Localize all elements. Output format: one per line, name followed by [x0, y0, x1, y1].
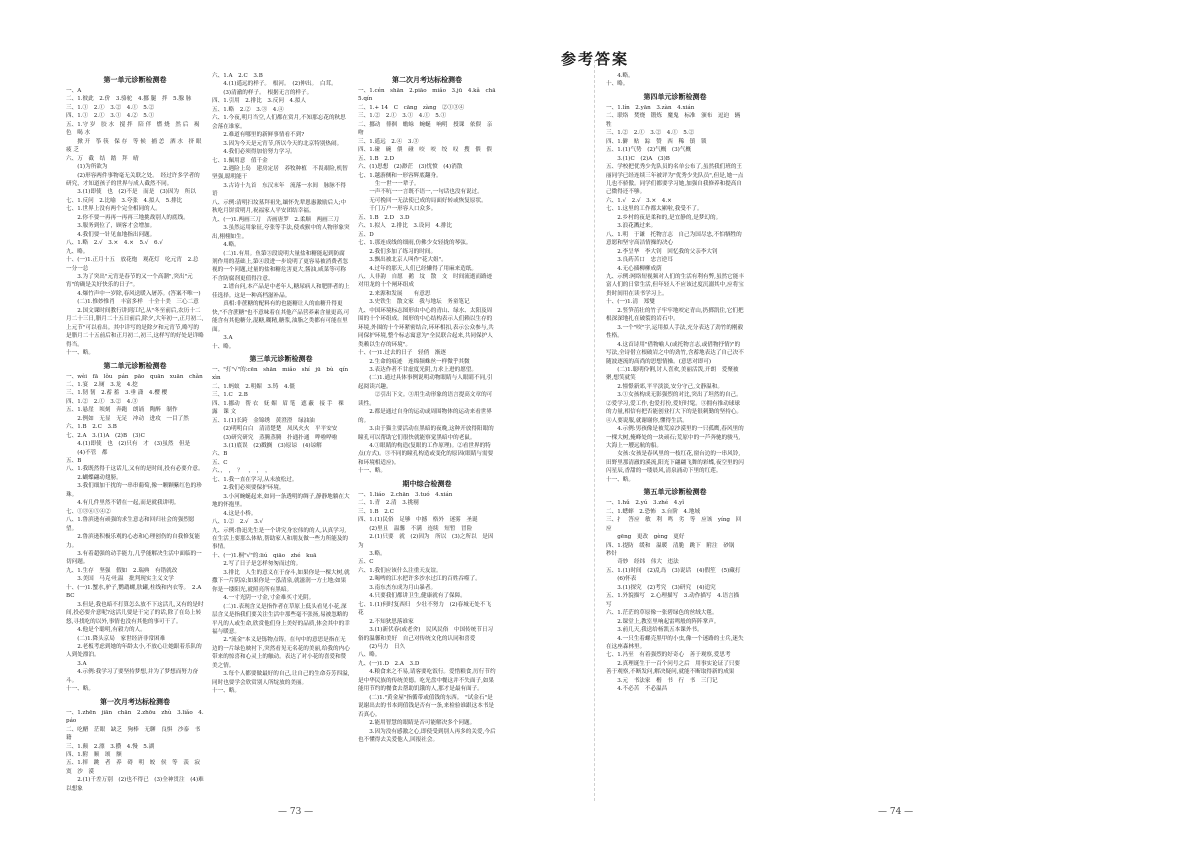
answer-line: 十一、略。: [358, 468, 386, 475]
answer-line: 4.我们要一针见血地指出问题。: [66, 231, 156, 238]
answer-line: 一、1.liáo 2.chān 3.tuó 4.xián: [358, 491, 453, 498]
answer-line: 3.A: [66, 660, 87, 667]
answer-line: 五、C: [212, 459, 228, 466]
answer-line: 一声不吭一一言既不语一,一句话也没有说过。: [358, 189, 483, 196]
answer-line: 2."流金"本义是铄物点铸。在句中的意思是指在无边的一片绿色映衬下,突然看见无名花的美丽,给我的内心带来的惊喜和心灵上的触动。表达了对小花的喜爱和赞美之情。: [212, 637, 350, 669]
answer-line: 3.排比 人生的意义在于奋斗,如果你是一棵大树,就撒下一片阴凉;如果你是一泓清泉,就滋润一方土地;如果你是一缕阳光,就照亮所有黑暗。: [212, 569, 350, 593]
answer-line: 4.示例:我学习了要坚持梦想,并为了梦想而努力奋斗。: [66, 669, 199, 684]
answer-line: 4.只要我们都讲卫生,健康就有了保障。: [358, 593, 466, 600]
answer-line: 4.过年的那天,人们已经懒得了用麻来造纸。: [358, 265, 477, 272]
answer-line: 2.来源和发展 有意思: [358, 290, 431, 297]
answer-line: 3.前几天,我送给杨凯五本课外书。: [606, 627, 703, 634]
answer-line: 2.遇险上岛 建房定居 养牧种植 不畏艰险,机智坚强,聪明能干: [212, 165, 348, 181]
answer-line: 真相:非蔗糖的配料有的也能糖让人的血糖升得更快,"不含蔗糖"也不意味着在其他产品营养素含量更高,可能含有其他糖分,混糖,糊精,糖浆,油脂之类都有可能在里面。: [212, 301, 350, 333]
answer-line: (二)1."黄金屋"指循带或值钱的东西。 "试金石"是说谢出去的书本到值钱是否有一条,来检验谁跟这本书是否真心。: [358, 694, 495, 718]
answer-line: 3.南东杰东成为月山暴者。: [358, 584, 437, 591]
answer-line: 九、1.生存 坚强 假如 2.瑞典 有错就改: [66, 567, 178, 574]
answer-line: 4.①眼睛的构造(复眼的工作原理)。②看世界的特点(方式)。③不同的瞳孔构造或变化的原因(眼睛与需要和环境相适应)。: [358, 443, 494, 466]
answer-line: 六、1.√ 2.√ 3.× 4.×: [606, 197, 672, 204]
answer-line: 2.国文课时间教行讲到江纪,从"冬至前后,农历十二月二十三日,腊月二十五日前后,除夕,大年初一,正月初二,上元节"可以看出。其中详写的是除夕和元宵节,略写的是腊月二十五前后和正月初二,初三,这样写的好处是详略得当。: [66, 307, 204, 348]
answer-line: 八、1.② 2.√ 3.√: [212, 519, 264, 526]
answer-line: 2.(1)只要 就 (2)因为 所以 (3)之所以 是因为: [358, 534, 494, 549]
answer-line: 二、1.蟋蟀 2.恐怖 3.台阶 4.地域: [606, 508, 701, 515]
answer-line: 五、1.(1)时间 (2)乱岛 (3)说话 (4)假笙 (5)藏打: [606, 567, 741, 574]
answer-line: (二)1.降头京局 家世经济非常困难: [66, 635, 166, 642]
answer-line: (6)怀表: [606, 576, 637, 583]
answer-line: 四、1.引用 2.排比 3.反问 4.拟人: [212, 98, 307, 105]
answer-line: 2.我们多加了练习的时间。: [358, 248, 437, 255]
answer-line: 3.(1)底误 (2)戳搁 (3)原谅 (4)谅解: [212, 443, 322, 450]
answer-line: (3)清澈的样子。 根据无言的样子。: [212, 89, 313, 96]
answer-line: 六、1.今夜,明月当空,人们都在赏月,不知那忘花的秋思会落在谁家。: [212, 115, 346, 130]
answer-line: 三、1.韧 韧 2.蓄 蓄 3.垂 潇 4.樱 樱: [66, 390, 168, 397]
answer-line: 五、1.B 2.D: [358, 155, 395, 162]
answer-line: 3.因为没有感激之心,即使受到别人再多的关爱,今后也不懂得去关爱他人,回报社会。: [358, 728, 496, 743]
answer-line: 3.服务到位了，顾客才会增加。: [66, 223, 156, 230]
answer-line: 七、1.那连成线的细雨,仿佛少女轻拢的琴弦。: [358, 240, 472, 247]
answer-line: 十、(一)1.正月十五 放花炮 观花灯 吃元宵 2.总一分一总: [66, 257, 199, 272]
answer-line: 二、联络 焚烧 锻炼 魔鬼 标准 颁布 逗迫 辆牲: [606, 113, 741, 128]
answer-line: 2.生命的痕迹 连绵频蛛丝一样微乎其微: [358, 358, 470, 365]
answer-line: 4.爆竹声中一岁除,春风送暖入屠苏。(答案不唯一): [66, 290, 201, 297]
answer-line: 五、1.(1)长跨 金锦绣 黄澄澄 绿油油: [212, 417, 315, 424]
answer-line: (4)不管 都: [66, 449, 108, 456]
answer-line: 2.(1)千差万别 (2)也不得已 (3)全神贯注 (4)难以想象: [66, 777, 204, 792]
answer-line: 千门万户一形容人口众多。: [358, 206, 437, 213]
answer-line: 2.例如 无显 无足 冲动 进攻 一目了然: [66, 415, 189, 422]
answer-line: (二)1.表现含义是指作者在草原上低头看见小花,深层含义是指我们要关注生活中那些毫不张扬,易被忽略的平凡的人或生命,欣赏他们身上美好的品质,体会其中的幸福与暖意。: [212, 603, 350, 635]
answer-line: 三、1.B 2.C: [358, 508, 394, 515]
answer-line: 四、1.② 2.① 3.② 4.③: [66, 398, 138, 405]
answer-line: 4.有几件里然不错在一起,而是就我讲明。: [66, 500, 180, 507]
answer-line: 3.虽然运用象征,夸张等手法,使戏猴中的人物形象突出,栩栩如生。: [212, 225, 350, 240]
answer-line: 十一、略。: [66, 350, 94, 357]
answer-line: 六、1.茫茫的草原像一张碧绿色的丝绒大毯。: [606, 610, 718, 617]
answer-line: 五、1.守 岁 胶 水 搅 拌 陪 伴 燃 烧 然 后 褐 色 喝 水: [66, 121, 200, 137]
answer-line: 奇妙 经纬 伟大 违法: [606, 559, 679, 566]
answer-line: 三、1.① 2.① 3.② 4.① 5.②: [66, 104, 155, 111]
answer-line: 4.一寸光阴一寸金,寸金难买寸光阴。: [212, 595, 315, 602]
answer-line: 4.无心插柳柳成荫: [606, 265, 662, 272]
answer-line: 七、1.这里的工作都太累啦,我受不了。: [606, 206, 703, 213]
answer-line: 七、1.冯至 有着强烈的好奇心 善于观察,爱思考: [606, 652, 731, 659]
answer-line: 2.难道有哪里的新鲜事情看不到?: [212, 132, 305, 139]
answer-line: 九、示例:鲁迅先生是一个讲究身宏伟的的人,认真学习,在生活上要那么体贴,帮助家人和朋友做一些力所能及的事情。: [212, 527, 349, 551]
page-divider: [594, 60, 595, 801]
answer-line: 五、D: [358, 231, 374, 238]
answer-line: 2.我们必须要保护环境。: [212, 485, 285, 492]
answer-line: 四、1.碰 碗 偎 碰 咬 咬 绞 叹 搜 偎 偎: [358, 147, 492, 154]
answer-line: 五、1.B 2.D 3.D: [358, 214, 410, 221]
answer-column-5: [752, 72, 890, 802]
answer-line: 4.示例:男孩像是被荒凉沙漠里的一只孤鹰,春风里的一棵大树,掩峰处的一块顽石;荒原中的一芦奔驰的骏马,大海上一艘远航的船。: [606, 426, 744, 450]
answer-line: 五、1.略 2.② 3.③ 4.④: [212, 106, 284, 113]
answer-line: 六、(1)思想 (2)渺茫 (3)忧愤 (4)消散: [358, 164, 463, 171]
answer-line: 3.一个"咬"字,运用拟人手法,充分表达了劲竹的刚毅性格。: [606, 324, 744, 340]
answer-line: 3.A: [212, 335, 233, 342]
section-heading: 第一单元诊断检测卷: [103, 76, 167, 84]
answer-line: 四、1.(1)民俗 足够 中撼 格外 迷雾 圣诞: [358, 517, 478, 524]
answer-line: 2.鲁滨逊积极乐观的心态和心理创伤的自我修复能力。: [66, 534, 200, 549]
answer-line: 七、1.佩用意 值千金: [212, 157, 268, 164]
answer-line: 九、(一)1.D 2.A 3.D: [358, 660, 420, 667]
answer-line: 四、1.挪动 帮 衣 妩 媚 眉 笔 遮 蔽 接 手 裸 露 课 文: [212, 400, 344, 416]
answer-column-2: [212, 72, 354, 802]
answer-line: 2.喝啤的江水把许多沙水过江的百姓吞噬了。: [358, 576, 481, 583]
answer-line: 二、挪动 徘徊 蟾蜍 蜿蜒 响明 授课 依偎 亲吻: [358, 121, 493, 137]
answer-line: 4.略。: [606, 73, 634, 79]
answer-line: 3.美国 马克·吐温 批判现实主义文学: [66, 576, 174, 583]
answer-line: 六、1.B 2.C 3.B: [66, 424, 117, 431]
answer-line: 2.乡村的夜是柔和的,是宜静的,是梦幻的。: [606, 214, 722, 221]
answer-line: 2.写了日子是怎样匆匆而过的。: [212, 561, 302, 568]
answer-line: 二、1.+ 14 C cāng zàng ②①③④: [358, 104, 465, 111]
answer-line: 2.你不要一再再一再再三地挑战别人的底线。: [66, 214, 189, 221]
answer-line: 九、(一)1.两画三刀 否画唐罗 2.柔顺 两画三刀: [212, 216, 339, 223]
answer-line: 三、1.C 2.B: [212, 392, 248, 399]
answer-line: 4.(1)遥远的样子。 根河。 (2)伸出。 白茸。: [212, 81, 337, 88]
answer-line: 六、1.我们应该什么注重天友谊。: [358, 567, 442, 574]
answer-line: 3.表达作者不甘虚度光阴,力求上进的愿望。: [358, 366, 477, 373]
answer-line: 六、1.拟人 2.排比 3.设问 4.排比: [358, 223, 453, 230]
answer-line: 2.老板考虑到她的年龄太小,不放心让她跟着乐队的人到处漂泊。: [66, 644, 202, 659]
answer-line: 九、示例:网络短视频对人们的生活有利有弊,虽然它能丰富人们的日常生活,但年轻人不应该过度沉溺其中,应将宝贵时间用在读书学习上。: [606, 273, 744, 297]
answer-line: 十、(一)1.清 郑燮: [606, 299, 655, 306]
answer-line: 二、1.蚂蚁 2.明媚 3.铸 4.僵: [212, 383, 295, 390]
answer-line: 3.由于猫主要活动在黑暗的夜晚,这种开放得阳眼的瞳孔可以帮助它们很快就能察觉黑暗中的老鼠。: [358, 426, 494, 441]
answer-line: 九、中国环境标志图形由中心的青山、绿水、太阳及周围的十个环组成。图形的中心结构表示人们赖以生存的环境,外围的十个环紧密结合,环环相扣,表示公众参与,共同保护环境,整个标志寓意为"全民联合起来,共同保护人类赖以生存的环境"。: [358, 307, 494, 348]
answer-line: 十、略。: [212, 343, 235, 350]
answer-line: 七、2.A 3.(1)A (2)B (3)C: [66, 432, 145, 439]
answer-line: 3.浪花溅过来。: [606, 223, 657, 230]
answer-line: 2.李呈华 李大钊 回忆我的父亲李大钊: [606, 248, 718, 255]
answer-line: 三、扌 答应 敏 利 鸣 劣 等 应该 yíng 回应: [606, 517, 742, 532]
answer-line: 3.略。: [358, 551, 386, 558]
section-heading: 第五单元诊断检测卷: [643, 488, 707, 497]
answer-line: 3.飘出被北京人叫作"花大姐"。: [358, 257, 447, 264]
answer-line: (二)1.惟妙惟肖 丰富多样 十全十美 三心二意: [66, 299, 199, 306]
answer-line: 八、1.明 于谦 托物言志 自己为国尽忠,不怕牺牲的意愿和坚守高洁情操的决心: [606, 231, 742, 247]
answer-line: 二、1.彼此 2.价 3.骆驼 4.挪 腿 拌 5.腺 脉: [66, 96, 192, 103]
answer-line: (2)马力 日久: [358, 644, 406, 650]
answer-line: 4.略。: [212, 242, 240, 249]
answer-column-3: [358, 72, 502, 802]
answer-line: 八、略。: [358, 652, 381, 659]
answer-line: 2.竖笋茁壮的竹子牢牢地咬定青山,扔掷凯住,它们把根深深地扎在破裂的岩石中。: [606, 307, 744, 323]
answer-line: 八、示例:清明扫坟墓拜祖先,缅怀先辈恩惠激励后人;中秋吃月饼赏明月,祝福家人平安团结幸福。: [212, 199, 347, 215]
answer-line: 3.(1)C (2)A (3)B: [606, 155, 670, 162]
page-title: 参考答案: [560, 50, 629, 68]
answer-line: 二、1.宴 2.厕 3.龙 4.挖: [66, 381, 138, 388]
answer-line: 五、1.外貌描写 2.心理描写 3.动作描写 4.语言描写: [606, 593, 740, 608]
section-heading: 第一次月考达标检测卷: [100, 697, 170, 706]
answer-line: 3.古诗十九首 东汉末年 流落一水间 脉脉不得语: [212, 182, 346, 198]
answer-line: 3.(1)即使 也 (2)不是 而是 (3)因为 所以: [66, 189, 196, 196]
answer-line: 一、1.lín 2.yān 3.zàn 4.xián: [606, 104, 695, 111]
answer-line: 2.真理诞生于一百个问号之后 用事实论证了只要善于观察,不断发问,解决疑问,就能不断取得新的成果: [606, 660, 740, 676]
answer-line: (二)1.聪明伶俐,讨人喜欢,美丽活泼,开朗 爱聚被聚,想笑就笑: [606, 366, 739, 382]
answer-line: 四、1.① 2.① 3.① 4.② 5.①: [66, 113, 155, 120]
answer-line: 七、1.反问 2.比喻 3.夸张 4.拟人 5.排比: [66, 197, 183, 204]
answer-column-6: [898, 72, 1036, 802]
answer-line: 一、1.cén shān 2.piāo miǎo 3.jū 4.kǎ chā 5.qín: [358, 88, 502, 103]
answer-line: 二、吃醋 茫眼 缺乏 狗棒 无聊 良惧 沙泰 书籍: [66, 726, 201, 742]
answer-line: (2)明明白白 清清楚楚 凤凤火火 平平安安: [212, 426, 338, 433]
answer-line: 十一、略。: [66, 686, 94, 693]
answer-line: 八、1.鲁滨逊有顽强的求生意志和回归社会的强烈愿望。: [66, 517, 195, 532]
section-heading: 期中综合检测卷: [402, 479, 452, 488]
answer-line: 七、①③⑥⑤④②: [66, 508, 111, 515]
answer-line: 九、略。: [66, 248, 89, 255]
answer-line: 无可挽回一无法使已成的局面好转或恢复原状。: [358, 197, 487, 204]
answer-line: 3.我们细加干扰的一串串葡萄,像一颗颗紫红色的珍珠。: [66, 483, 202, 498]
answer-line: 十、(一)1.桐"√"的:liú qiāo zhé kuā: [212, 552, 317, 559]
answer-line: 八、人非韵 自愿 鹅 坟 散 文 时间流逝而路迹 对用龙的十个闸环组成: [358, 273, 498, 289]
answer-line: 四、1.僻 贴 踪 赞 西 稀 镇 锁: [606, 138, 707, 145]
answer-line: 4.一只生着螺壳黑甲的小虫,像一个迷路的士兵,迷失在这座森林里。: [606, 635, 744, 650]
answer-line: 4.(1)即使 也 (2)只有 才 (3)虽然 但是: [66, 441, 191, 448]
answer-line: 十、略。: [606, 81, 629, 88]
answer-line: (1)为所欲为: [66, 164, 108, 171]
answer-line: 4.粮食来之不易,请客要吃饭行。爱惜粮食,厉行节约是中华民族的传统美德。吃光盘中餐这并不失面子,如果能用节约的餐食去帮助饥饿的人,那才是最有面子。: [358, 669, 496, 693]
section-heading: 第四单元诊断检测卷: [643, 92, 707, 101]
answer-line: 七、1.越游侧和一形容辉底翻身。: [358, 172, 442, 179]
answer-line: 一、1.hǔ 2.yú 3.zhé 4.yǐ: [606, 500, 685, 507]
answer-line: 十、(一)1.过去的日子 轻俏 渐逐: [358, 350, 447, 357]
section-heading: 第二单元诊断检测卷: [103, 361, 167, 370]
answer-column-1: [66, 72, 208, 802]
answer-line: (2)形容两件事物毫无关联之处。 经过许多学者的研究，才知道孩子的世界与成人截然不同。: [66, 172, 200, 187]
answer-line: 六、1.A 2.C 3.B: [212, 73, 263, 79]
answer-line: (3)研究研究 蒸腾蒸腾 扑通扑通 哗啦哗啦: [212, 434, 338, 441]
answer-line: 五、1.摔 跳 者 养 碍 明 皎 侯 等 羡 寂 寞 沙 漠: [66, 760, 206, 775]
answer-line: 三、1.颠 2.漂 3.攒 4.慢 5.湖: [66, 743, 155, 750]
answer-column-4: [606, 72, 744, 802]
answer-line: 掀 开 筝 筷 保 存 等 候 捕 恙 洒 水 挤 眼 疲 乏: [66, 138, 208, 154]
answer-line: 七、1.我一直在学习,从未放松过。: [212, 476, 298, 483]
answer-line: 3.良药苦口 忠言逆耳: [606, 257, 673, 264]
answer-line: 四、1.附 顺 颂 额: [66, 751, 122, 758]
answer-line: (二)1.有用。鱼第③段说明大量盐和糖能起到防腐剂作用的基础上,第④段进一步说明了更容易被消费者忽视的一个问题,过量的盐和糖危害更大,酱油,咸菜等可称不含防腐剂更值得注意。: [212, 250, 349, 282]
answer-line: 2.蝴蝶翩动翅膀。: [66, 474, 122, 481]
answer-line: 一、1.zhēn jiān chān 2.zhōu zhù 3.liǎo 4.páo: [66, 709, 204, 725]
answer-line: 4.不必苦 不必温昌: [606, 686, 668, 693]
answer-line: 三、1.② 2.① 3.① 4.① 5.①: [358, 113, 447, 120]
answer-line: 八、1.略 2.√ 3.× 4.× 5.√ 6.√: [66, 240, 163, 247]
answer-line: 一、wèi fā lǒu pán pāo quān xuān chǎn: [66, 373, 203, 380]
page-number-right: — 74 —: [878, 807, 914, 817]
answer-line: 五、1.悬崖 顷刻 奔跑 朗诵 陶醉 制作: [66, 407, 178, 414]
answer-line: 十、(一)1.蟹水,驴子,鹦鹉螺,肤罐,柱线和内衣等。 2.ABC: [66, 584, 202, 600]
answer-line: 五、C: [358, 559, 374, 566]
answer-line: 七、1.(1)何时复西归 少壮不努力 (2)春城无处不飞花: [358, 601, 492, 617]
answer-line: 三、1.② 2.① 3.② 4.① 5.②: [606, 130, 695, 137]
answer-line: 3.但是,我也暗不打算怎么放不下这活儿,又有的是时间,投必要介意呢?这活儿要是干完了的话,除了在岛上转悠,寻找吃的以外,事情也没有其他的事可干了。: [66, 601, 204, 625]
answer-line: 六、B: [212, 451, 228, 458]
answer-line: 2.课堂上,教室里响起雷鸣般的阵阵掌声。: [606, 618, 720, 625]
answer-line: 2.不知狄思落谁家: [358, 618, 414, 625]
answer-line: 3.元 书法家 楷 书 行 书 三门记: [606, 677, 718, 684]
answer-line: 3.因为今天是元宵节,所以今天的北京特别热闹。: [212, 140, 343, 147]
answer-line: 六、万 截 结 踏 拜 晴: [66, 155, 139, 162]
answer-line: 三、1.遥远 2.④ 3.③: [358, 138, 419, 145]
answer-line: 十一、略。: [606, 476, 634, 483]
section-heading: 第三单元诊断检测卷: [249, 354, 313, 363]
answer-line: 3.有着超强的动手能力,几乎能解决生活中面临的一切问题。: [66, 551, 202, 566]
answer-line: 六、， ， ？ ， ， ，: [212, 468, 271, 475]
answer-line: 二、1.青 2.清 3.挑剔: [358, 500, 419, 507]
answer-line: 3.史铁生 散文家 我与地坛 务童笔记: [358, 299, 470, 306]
answer-line: 四、1.提防 缓和 温暖 清脆 跳下 附注 砂锅 秒针: [606, 542, 741, 558]
answer-line: 七、1.世界上没有两个完全相同的人。: [66, 206, 161, 213]
answer-line: 3.每个人都要做最好的自己,让自己的生命芬芳四溢,同时也要学会欣赏别人所绽放的美丽。: [212, 671, 350, 686]
answer-line: 五、B: [66, 458, 82, 465]
answer-line: 五、1.(1)气势 (2)气概 (3)气概: [606, 147, 692, 154]
answer-line: 女孩:女孩是春风里的一枝红花,窗台边的一串风铃,田野里那清澈的溪流,阳光下翩翩飞舞的彩蝶,夜空里的闪闪星辰,香甜的一缕晨风,清泉涌动下里的红莲。: [606, 451, 744, 475]
answer-line: ②引出下文。③用生动形象的语言提高文章的可读性。: [358, 392, 493, 407]
answer-line: (2)里且 温馨 不满 连续 短暂 冒险: [358, 525, 473, 532]
answer-line: 一、A: [66, 88, 82, 94]
answer-line: 十一、略。: [212, 688, 240, 695]
answer-line: 4.这首诗用"借物喻人(或托物言志,或借物抒情)"的写法,全诗借立根破岩之中的劲竹,含蓄地表达了自己决不随波逐流的高尚的思想情操。(意思对即可): [606, 341, 744, 365]
answer-line: 3.①女孩构成无影强烈的对比,突出了坦然的自己。②爱学习,爱工作,也爱打扮,爱好时髦。③拥有推动球球的力量,相信有把否能创业打大下的是很刺勤的坚持心。④人要说服,就谢谢你,懂得生活。: [606, 392, 743, 424]
answer-line: 五、学校把优秀少先队员的名单公布了,虽然我们班的王丽同学已经连续三年被评为"优秀少先队员",但是,她一点儿也不骄傲。同学们都要学习她,加强自我修养和提高自己微得还不够。: [606, 164, 744, 196]
answer-line: 3.小河蜿蜒起来,如同一条透明的绸子,静静地躺在大地的怀抱里。: [212, 493, 350, 509]
answer-line: 2.憧憬新郊,平平淡淡,安分守己,文静温和。: [606, 383, 723, 390]
answer-line: 2.谱台问,本产品是中老年人,糖尿病人和肥胖者的上佳选择。这是一种高档滋补品。: [212, 284, 350, 299]
answer-line: 生一世一一辈子。: [358, 180, 420, 187]
answer-line: (二)1.通过具体事例说明动物眼睛与人眼睛不同,引起阅读兴趣。: [358, 375, 493, 390]
answer-line: 3.(1)探究 (2)考究 (3)研究 (4)追究: [606, 584, 716, 591]
answer-line: 4.这是小桥。: [212, 510, 257, 517]
answer-line: 2.能用智慧的眼睛是否可能解决多个问题。: [358, 720, 476, 727]
answer-line: gēng 更改 gèng 更好: [606, 534, 685, 541]
answer-line: 2.都是通过自身的运动或周围物体的运动来看世界的。: [358, 409, 492, 424]
answer-line: 一、"打"√"的:cēn shān miǎo shí jū bù qín xìn: [212, 366, 354, 382]
answer-line: 3.(1)新伏春(或老舍) 民风民俗 中国传统节日习俗的温馨和美好 自己对传统文化的认同和喜爱: [358, 627, 494, 642]
answer-line: 4.他是个聪明,有毅力的人。: [66, 627, 146, 634]
section-heading: 第二次月考达标检测卷: [392, 76, 462, 84]
answer-line: 3.为了突出"元宵是春节的又一个高潮",突出"元宵"的确是关好快乐的日子"。: [66, 273, 193, 289]
answer-line: 八、1.我既然得千这话儿,又有的是时间,投有必要介意。: [66, 466, 204, 473]
page-number-left: — 73 —: [278, 807, 314, 817]
answer-line: 4.我们必须得加倍努力学习。: [212, 149, 296, 156]
